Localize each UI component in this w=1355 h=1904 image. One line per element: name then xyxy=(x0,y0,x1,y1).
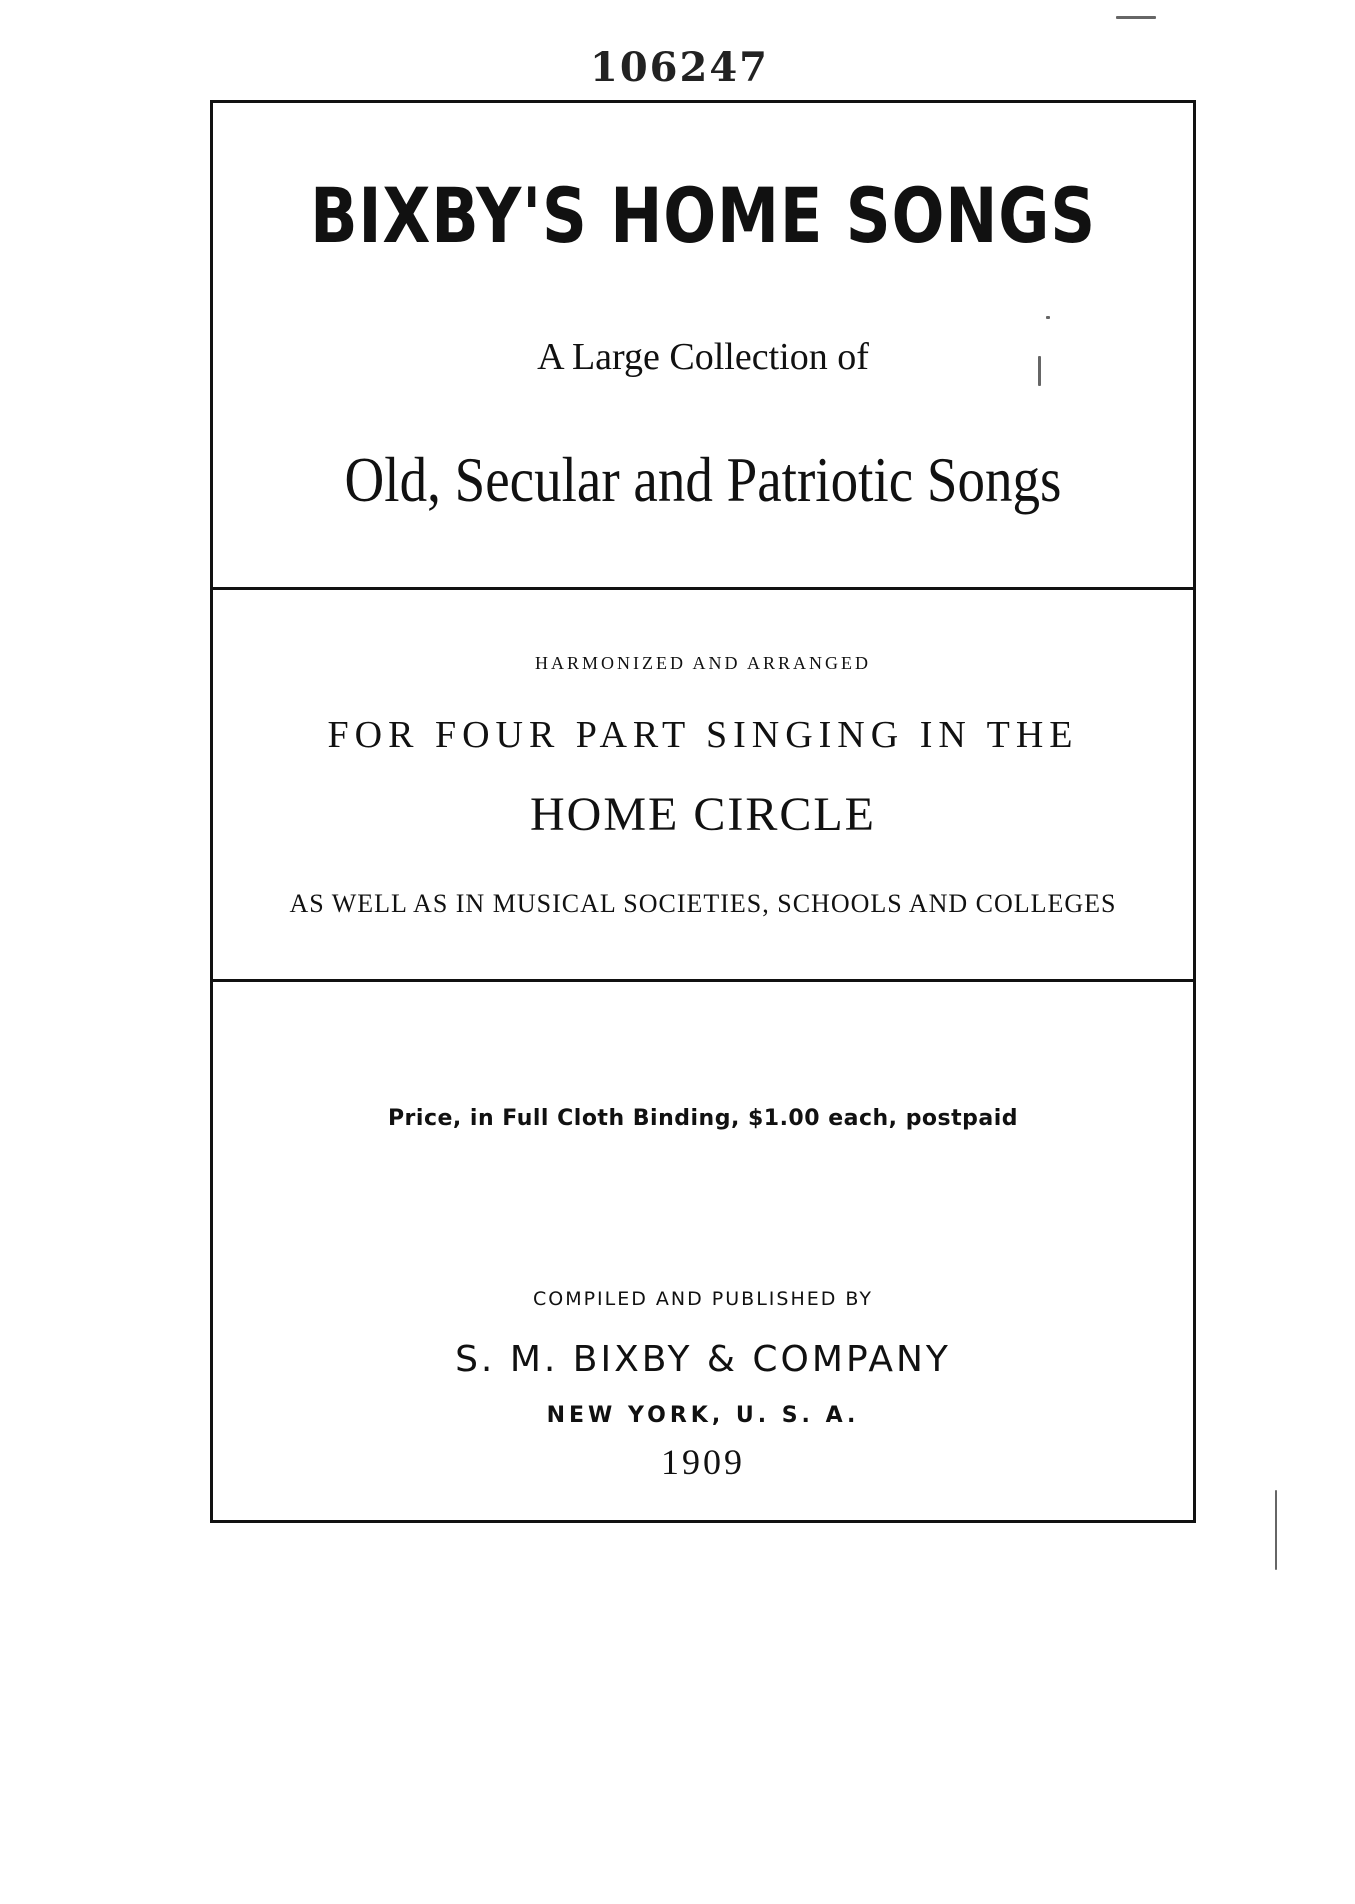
title-frame xyxy=(210,100,1196,1523)
book-subtitle-main: Old, Secular and Patriotic Songs xyxy=(344,444,1062,515)
arrangement-line-1: FOR FOUR PART SINGING IN THE xyxy=(327,714,1079,756)
accession-number: 106247 xyxy=(590,44,769,91)
section-divider xyxy=(213,979,1193,982)
scan-speck xyxy=(1116,16,1156,19)
book-subtitle-intro: A Large Collection of xyxy=(537,336,869,378)
book-title: BIXBY'S HOME SONGS xyxy=(310,171,1096,260)
publisher-name: S. M. BIXBY & COMPANY xyxy=(455,1339,951,1380)
price-line: Price, in Full Cloth Binding, $1.00 each, postpaid xyxy=(387,1106,1019,1131)
publisher-location: NEW YORK, U. S. A. xyxy=(546,1403,860,1428)
publisher-intro: COMPILED AND PUBLISHED BY xyxy=(532,1288,874,1310)
publication-year: 1909 xyxy=(661,1442,745,1482)
scan-speck xyxy=(1275,1490,1277,1570)
section-divider xyxy=(213,587,1193,590)
arrangement-heading: HARMONIZED AND ARRANGED xyxy=(534,653,871,673)
arrangement-line-3: AS WELL AS IN MUSICAL SOCIETIES, SCHOOLS AND COLLEGES xyxy=(289,889,1117,918)
arrangement-line-2: HOME CIRCLE xyxy=(530,788,876,841)
